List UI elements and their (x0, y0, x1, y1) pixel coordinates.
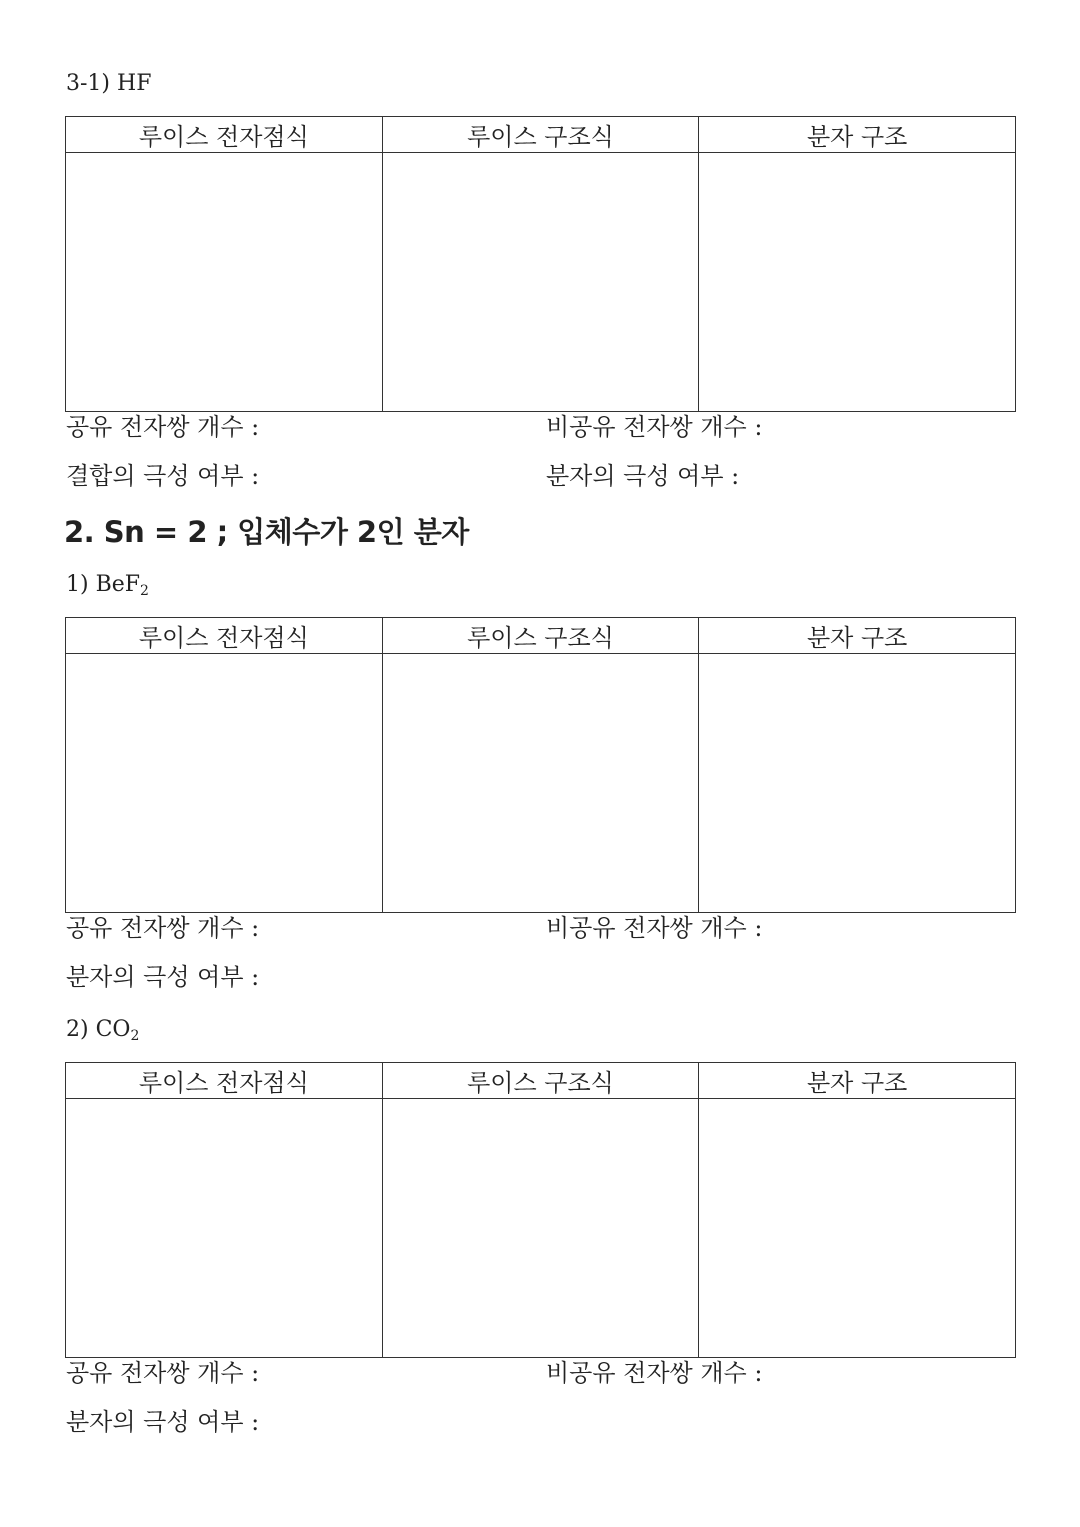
header-molecular-structure: 분자 구조 (699, 1063, 1016, 1099)
co2-shared-pairs: 공유 전자쌍 개수 : (66, 1359, 260, 1387)
header-lewis-structure: 루이스 구조식 (382, 618, 699, 654)
header-lewis-dot: 루이스 전자점식 (66, 1063, 383, 1099)
bef2-label (66, 571, 149, 599)
bef2-shared-pairs: 공유 전자쌍 개수 : (66, 914, 260, 942)
hf-lone-pairs: 비공유 전자쌍 개수 : (546, 413, 763, 441)
hf-molecule-polarity: 분자의 극성 여부 : (546, 462, 740, 490)
hf-label: 3-1) HF (66, 71, 152, 96)
bef2-lone-pairs: 비공유 전자쌍 개수 : (546, 914, 763, 942)
header-lewis-structure: 루이스 구조식 (382, 117, 699, 153)
header-molecular-structure: 분자 구조 (699, 618, 1016, 654)
co2-lone-pairs: 비공유 전자쌍 개수 : (546, 1359, 763, 1387)
answer-cell-lewis-structure[interactable] (382, 1099, 699, 1358)
answer-cell-lewis-dot[interactable] (66, 1099, 383, 1358)
header-lewis-structure: 루이스 구조식 (382, 1063, 699, 1099)
answer-cell-lewis-dot[interactable] (66, 654, 383, 913)
answer-cell-molecular-structure[interactable] (699, 153, 1016, 412)
header-lewis-dot: 루이스 전자점식 (66, 618, 383, 654)
hf-table (65, 116, 1016, 412)
bef2-label-subscript: 2 (140, 583, 149, 599)
header-lewis-dot: 루이스 전자점식 (66, 117, 383, 153)
co2-molecule-polarity: 분자의 극성 여부 : (66, 1408, 260, 1436)
co2-label-text: 2) CO (66, 1017, 131, 1042)
hf-bond-polarity: 결합의 극성 여부 : (66, 462, 260, 490)
bef2-table (65, 617, 1016, 913)
bef2-molecule-polarity: 분자의 극성 여부 : (66, 963, 260, 991)
co2-table (65, 1062, 1016, 1358)
hf-shared-pairs: 공유 전자쌍 개수 : (66, 413, 260, 441)
bef2-label-text: 1) BeF (66, 572, 141, 597)
co2-label (66, 1016, 139, 1044)
answer-cell-lewis-structure[interactable] (382, 654, 699, 913)
section-heading: 2. Sn = 2 ; 입체수가 2인 분자 (64, 515, 469, 549)
header-molecular-structure: 분자 구조 (699, 117, 1016, 153)
co2-label-subscript: 2 (130, 1028, 140, 1044)
answer-cell-lewis-structure[interactable] (382, 153, 699, 412)
answer-cell-molecular-structure[interactable] (699, 1099, 1016, 1358)
answer-cell-lewis-dot[interactable] (66, 153, 383, 412)
answer-cell-molecular-structure[interactable] (699, 654, 1016, 913)
